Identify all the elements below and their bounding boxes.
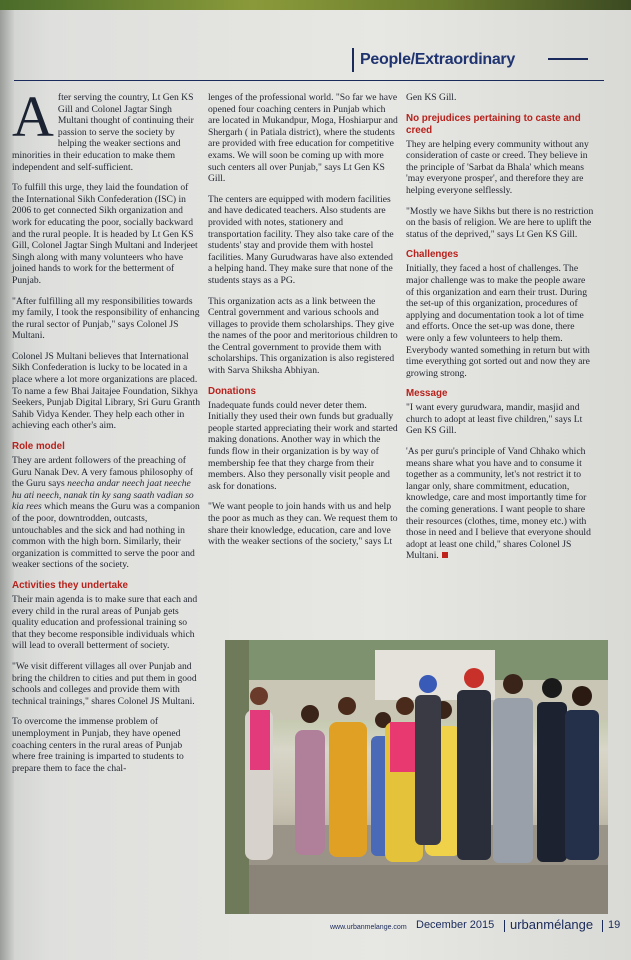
paragraph: Their main agenda is to make sure that each and every child in the rural areas of Punjab gets quality education and professional training so that they become responsible individuals which will lead to overall betterment of society.	[12, 593, 198, 652]
article-column-1	[12, 84, 201, 783]
group-photo	[225, 640, 608, 914]
drop-cap: A	[12, 84, 54, 149]
footer-url: www.urbanmelange.com	[330, 924, 407, 931]
footer-separator	[504, 920, 505, 932]
paragraph	[12, 455, 200, 571]
section-title: People/Extraordinary	[360, 51, 515, 68]
text-run: which means the Guru was a companion of the poor, downtrodden, outcasts, untouchables and the sick and had nothing in common with the high born. Similarly, their organization is committed to serve the poor and weaker sections of the society.	[12, 501, 200, 571]
paragraph: "We want people to join hands with us and help the poor as much as they can. We request them to share their knowledge, education, care and love with the weaker sections of the society," says Lt	[208, 501, 398, 548]
paragraph	[406, 446, 594, 562]
page-footer	[330, 917, 630, 933]
footer-separator	[602, 920, 603, 932]
quote-italic: neecha andar neech jaat neeche hu ati neech, nanak tin ky sang saath vadian so kia rees	[12, 478, 194, 513]
paragraph: Colonel JS Multani believes that International Sikh Confederation is lucky to be located in a place where a lot more organizations are placed. To name a few Bhai Jaitajee Foundation, Sikhya Seekers, Punjab Digital Library, Sri Guru Granth Sahib Vidya Kender. They help each other in achieving each other's aim.	[12, 350, 201, 432]
paragraph: Inadequate funds could never deter them. Initially they used their own funds but gradually people started appreciating their work and started making donations. Another way in which the funds flow in their organization is by way of membership fee that they charge from their members. Also they personally visit people and ask for donations.	[208, 399, 398, 492]
header-underline	[14, 80, 604, 81]
paragraph: Gen KS Gill.	[406, 92, 457, 103]
intro-text: fter serving the country, Lt Gen KS Gill and Colonel Jagtar Singh Multani thought of continuing their passion to serve the society by helping the weaker sections and minorities in their education to make them independent and self-sufficient.	[12, 92, 194, 173]
text-run: 'As per guru's principle of Vand Chhako which means share what you have and to consume it together as a community, let's not restrict it to langar only, share commitment, education, knowledge, care and most importantly time for the coming generations. I want people to share their resources (clothes, time, money etc.) with those in need and I believe that everyone should adopt at least one child," shares Colonel JS Multani.	[406, 446, 591, 562]
paragraph: The centers are equipped with modern facilities and have dedicated teachers. Also students are provided with notes, stationery and transportation facility. They also take care of the students' stay and provide them with hostel facilities. Many Gurudwaras have also extended a helping hand. They make sure that none of the students stays as a PG.	[208, 193, 394, 286]
footer-page-number: 19	[608, 919, 621, 931]
intro-paragraph	[12, 84, 200, 173]
subheading-challenges: Challenges	[406, 249, 459, 261]
text-run: They are ardent followers of the preaching of Guru Nanak Dev. A very famous philosophy of the Guru says	[12, 455, 194, 490]
subheading-role-model: Role model	[12, 441, 65, 453]
subheading-donations: Donations	[208, 385, 256, 397]
paragraph: "I want every gurudwara, mandir, masjid and church to adopt at least five children," says Lt Gen KS Gill.	[406, 402, 583, 437]
subheading-activities: Activities they undertake	[12, 579, 128, 591]
paragraph: This organization acts as a link between the Central government and various schools and villages to provide them scholarships. They give the names of the poor and meritorious children to the Central government to provide them with scholarships. This organization is also registered with Sarva Shiksha Abhiyan.	[208, 295, 398, 377]
section-header	[352, 48, 515, 72]
article-column-3	[406, 92, 594, 571]
article-column-2	[208, 92, 398, 557]
paragraph: "We visit different villages all over Punjab and bring the children to cities and put them in good schools and colleges and provide them with technical trainings," shares Colonel JS Multani.	[12, 660, 197, 707]
end-mark-icon	[442, 552, 448, 558]
subheading-no-prejudices: No prejudices pertaining to caste and creed	[406, 112, 581, 136]
footer-issue-date: December 2015	[416, 919, 495, 931]
paragraph: They are helping every community without any consideration of caste or creed. They believe in the principle of 'Sarbat da Bhala' which means 'may everyone prosper', and therefore they are helping everyone selflessly.	[406, 138, 589, 196]
paragraph: "After fulfilling all my responsibilities towards my family, I took the responsibility of enhancing the rural sector of Punjab," says Colonel JS Multani.	[12, 295, 200, 342]
header-rule	[548, 58, 588, 60]
subheading-message: Message	[406, 388, 448, 400]
paragraph: To fulfill this urge, they laid the foundation of the International Sikh Confederation (ISC) in 2006 to get connected Sikh organization and work for educating the poor, socially backward and the rural people. It is headed by Lt Gen KS Gill, Colonel Jagtar Singh Multani and Inderjeet Singh along with many volunteers who have joined hands to work for the betterment of Punjab.	[12, 182, 198, 286]
paragraph: Initially, they faced a host of challenges. The major challenge was to make the people aware of this organization and earn their trust. During the set-up of this organization, procedures of applying and documentation took a lot of time and efforts. Once the set-up was done, there were only a few volunteers to help them. Everybody wanted something in return but with time everything got sorted out and now they are growing strong.	[406, 263, 590, 379]
group-photo-illustration	[225, 640, 608, 914]
paragraph: To overcome the immense problem of unemployment in Punjab, they have opened coaching centers in the rural areas of Punjab where free training is imparted to students to prepare them to face the chal-	[12, 716, 184, 774]
paragraph: "Mostly we have Sikhs but there is no restriction on the basis of religion. We are here to uplift the status of the deprived," says Lt Gen KS Gill.	[406, 205, 594, 240]
paragraph: lenges of the professional world. "So far we have opened four coaching centers in Punjab which are located in Mukandpur, Moga, Hoshiarpur and Shergarh ( in Patiala district), where the students are provided with free education for competitive exams. We will soon be coming up with more such centers all over Punjab," says Lt Gen KS Gill.	[208, 92, 398, 185]
page-top-edge	[0, 0, 631, 10]
footer-magazine-name: urbanmélange	[510, 917, 594, 932]
